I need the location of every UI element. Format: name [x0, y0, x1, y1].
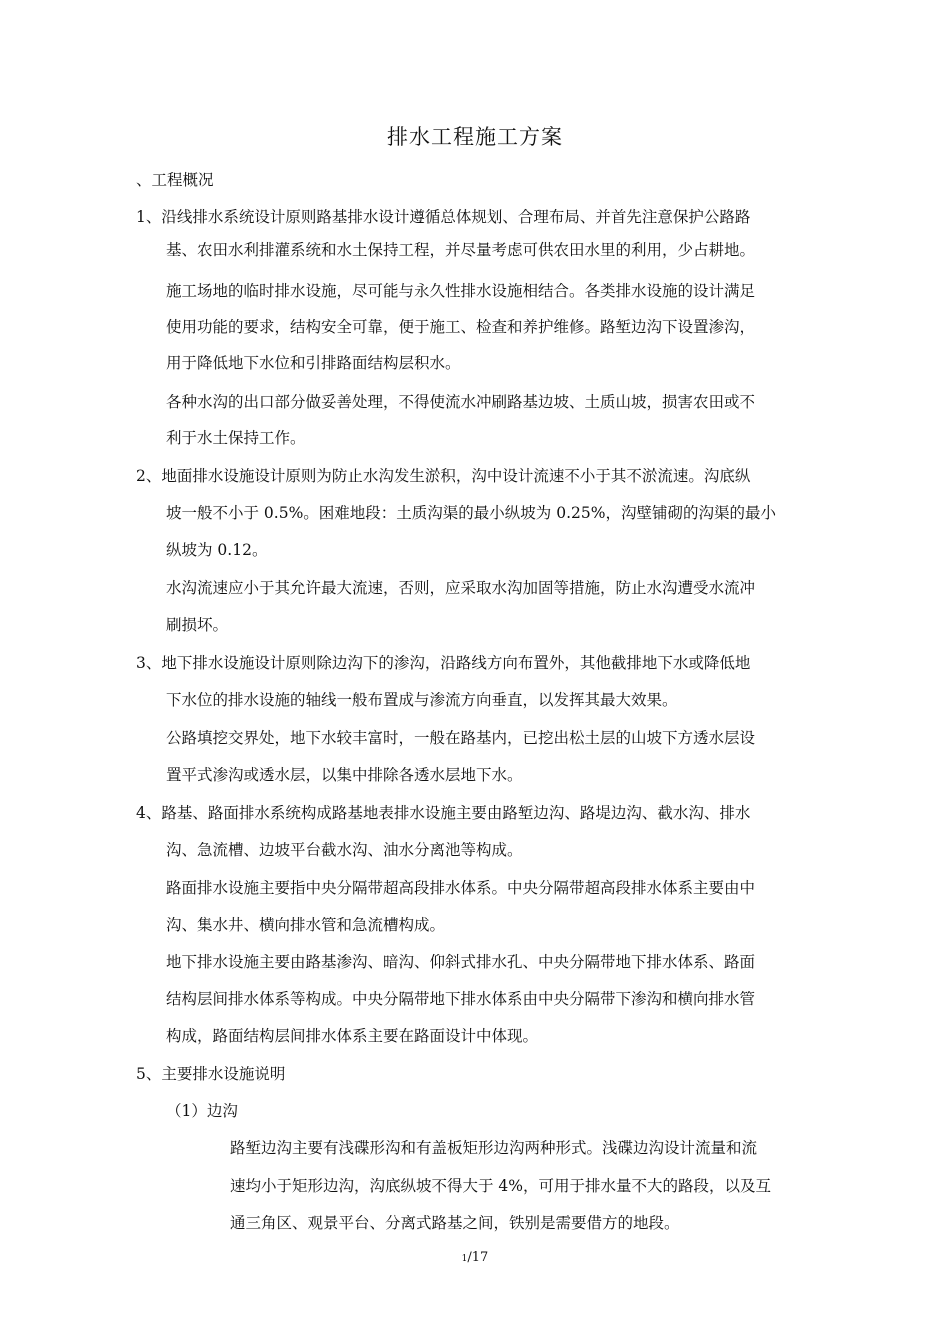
- item-2-number: 2、: [136, 467, 162, 485]
- item-1-number: 1、: [136, 208, 162, 226]
- page-title: 排水工程施工方案: [387, 125, 563, 149]
- page-total: /17: [467, 1250, 489, 1265]
- item-3-line-1: 3、地下排水设施设计原则除边沟下的渗沟，沿路线方向布置外，其他截排地下水或降低地: [136, 654, 751, 672]
- item-4-line-7: 构成，路面结构层间排水体系主要在路面设计中体现。: [166, 1027, 539, 1045]
- item-1-line-1: 1、沿线排水系统设计原则路基排水设计遵循总体规划、合理布局、并首先注意保护公路路: [136, 208, 751, 226]
- item-5-number: 5、: [136, 1065, 162, 1083]
- item-4-line-2: 沟、急流槽、边坡平台截水沟、油水分离池等构成。: [166, 841, 523, 859]
- page-current: 1: [461, 1254, 468, 1264]
- item-2-line-1: 2、地面排水设施设计原则为防止水沟发生淤积，沟中设计流速不小于其不淤流速。沟底纵: [136, 467, 751, 485]
- item-2-line-3: 纵坡为 0.12。: [166, 541, 268, 559]
- item-4-number: 4、: [136, 804, 162, 822]
- sub-item-label: （1）边沟: [166, 1102, 238, 1120]
- section-heading: 、工程概况: [136, 171, 214, 189]
- item-1-line-7: 利于水土保持工作。: [166, 429, 306, 447]
- item-3-line-2: 下水位的排水设施的轴线一般布置成与渗流方向垂直，以发挥其最大效果。: [166, 691, 678, 709]
- item-3-number: 3、: [136, 654, 162, 672]
- item-4-line-3: 路面排水设施主要指中央分隔带超高段排水体系。中央分隔带超高段排水体系主要由中: [166, 879, 756, 897]
- page-number: [0, 1250, 950, 1265]
- sub-item-line-1: 路堑边沟主要有浅碟形沟和有盖板矩形边沟两种形式。浅碟边沟设计流量和流: [230, 1139, 758, 1157]
- item-1-line-5: 用于降低地下水位和引排路面结构层积水。: [166, 354, 461, 372]
- sub-item-line-3: 通三角区、观景平台、分离式路基之间，铁别是需要借方的地段。: [230, 1214, 680, 1232]
- item-1-line-3: 施工场地的临时排水设施，尽可能与永久性排水设施相结合。各类排水设施的设计满足: [166, 282, 756, 300]
- item-2-line-2: 坡一般不小于 0.5%。困难地段：土质沟渠的最小纵坡为 0.25%，沟壁铺砌的沟渠的最小: [166, 504, 776, 522]
- item-2-line-5: 刷损坏。: [166, 616, 229, 634]
- sub-item-line-2: 速均小于矩形边沟，沟底纵坡不得大于 4%，可用于排水量不大的路段，以及互: [230, 1177, 772, 1195]
- item-4-line-5: 地下排水设施主要由路基渗沟、暗沟、仰斜式排水孔、中央分隔带地下排水体系、路面: [166, 953, 756, 971]
- item-4-line-6: 结构层间排水体系等构成。中央分隔带地下排水体系由中央分隔带下渗沟和横向排水管: [166, 990, 756, 1008]
- item-1-line-6: 各种水沟的出口部分做妥善处理，不得使流水冲刷路基边坡、土质山坡，损害农田或不: [166, 393, 756, 411]
- item-3-line-3: 公路填挖交界处，地下水较丰富时，一般在路基内，已挖出松土层的山坡下方透水层设: [166, 729, 756, 747]
- item-4-line-4: 沟、集水井、横向排水管和急流槽构成。: [166, 916, 446, 934]
- item-1-line-4: 使用功能的要求，结构安全可靠，便于施工、检查和养护维修。路堑边沟下设置渗沟，: [166, 318, 756, 336]
- item-3-line-4: 置平式渗沟或透水层，以集中排除各透水层地下水。: [166, 766, 523, 784]
- item-2-line-4: 水沟流速应小于其允许最大流速，否则，应采取水沟加固等措施，防止水沟遭受水流冲: [166, 579, 756, 597]
- item-5-line-1: 5、主要排水设施说明: [136, 1065, 286, 1083]
- item-1-line-2: 基、农田水利排灌系统和水土保持工程，并尽量考虑可供农田水里的利用，少占耕地。: [166, 241, 756, 259]
- item-4-line-1: 4、路基、路面排水系统构成路基地表排水设施主要由路堑边沟、路堤边沟、截水沟、排水: [136, 804, 751, 822]
